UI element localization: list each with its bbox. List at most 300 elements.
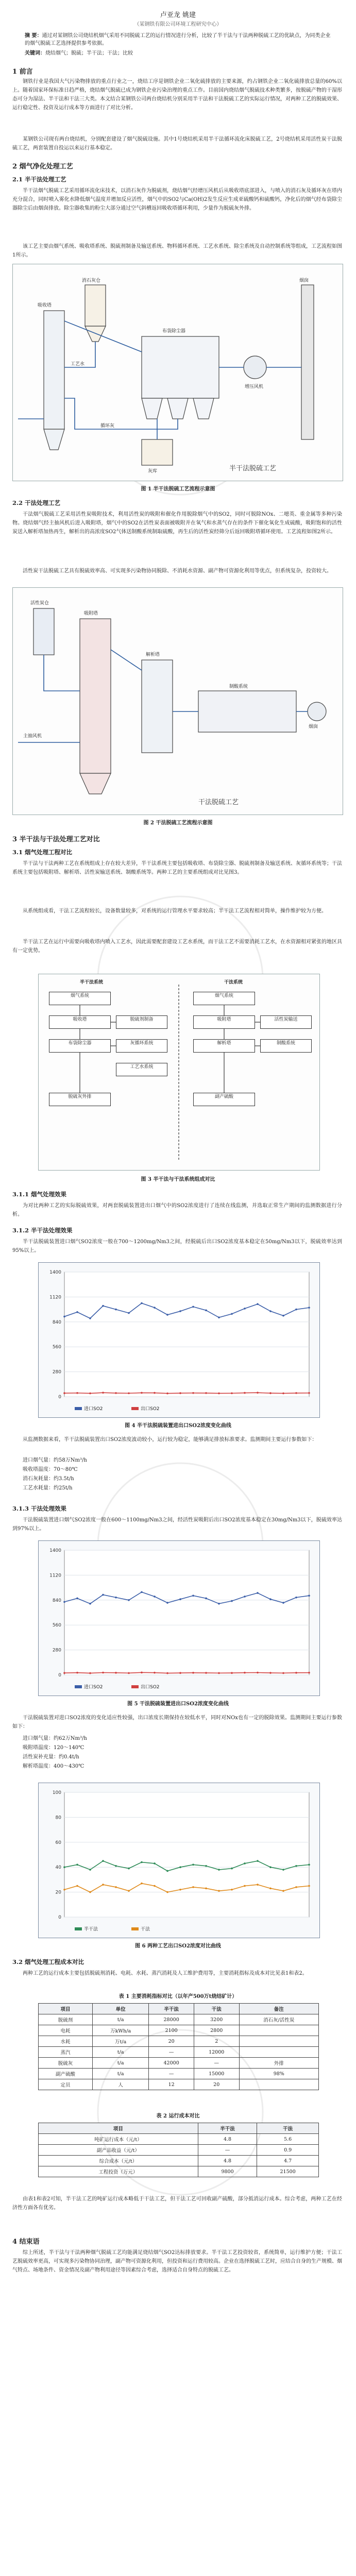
data-point — [115, 1597, 117, 1599]
legend-label: 出口SO2 — [141, 1685, 160, 1690]
fig1-node-bagfilter: 布袋除尘器 — [162, 329, 186, 334]
figure-2-caption: 图 2 干法脱硫工艺流程示意图 — [143, 820, 213, 826]
table-1 — [38, 2003, 319, 2090]
data-point — [141, 1672, 143, 1674]
table-row — [39, 2145, 319, 2156]
data-point — [179, 1672, 181, 1674]
table-cell: 吨矿运行成本（元/t） — [39, 2134, 198, 2145]
data-point — [166, 1870, 168, 1872]
data-point — [244, 1596, 246, 1598]
data-point — [231, 1868, 233, 1870]
table-cell: 4.8 — [198, 2134, 257, 2145]
data-point — [205, 1310, 207, 1312]
paragraph: 半干法工艺在运行中需要向吸收塔内喷入工艺水，因此需要配套建设工艺水系统，而干法工艺不需要消耗工艺水，在水资源相对紧张的地区具有一定优势。 — [12, 939, 342, 954]
fig3-right-node: 制酸系统 — [260, 1039, 312, 1053]
data-point — [231, 1889, 233, 1891]
paragraph: 综上所述，半干法与干法两种烟气脱硫工艺均能满足烧结烟气SO2达标排放要求。半干法工艺投资较省，系统简单，运行维护方便；干法工艺脱硫效率更高，可实现多污染物协同治理，副产物可资源化利用，但投资和运行费用较高。企业在选择脱硫工艺时，应结合自身的生产规模、烟气特点、场地条件、资金情况及副产物利用途径等因素综合考虑，选择适合自身特点的脱硫工艺。 — [12, 2250, 342, 2273]
param-line: 进口烟气量：约58万Nm³/h — [23, 1458, 87, 1463]
data-point — [205, 1672, 207, 1674]
data-point — [244, 1672, 246, 1674]
figure-3-caption: 图 3 半干法与干法系统组成对比 — [141, 1177, 215, 1182]
table-cell: 15000 — [194, 2069, 239, 2079]
table-row — [39, 2166, 319, 2177]
table-row — [39, 2014, 319, 2025]
abstract-text: 通过对某钢铁公司烧结机烟气采用不同脱硫工艺的运行情况进行分析，比较了半干法与干法两种脱硫工艺的优缺点，为同类企业的烟气脱硫工艺选择提供参考依据。 — [25, 33, 331, 46]
data-point — [244, 1392, 246, 1394]
table-cell: 2100 — [149, 2025, 194, 2036]
data-point — [218, 1393, 220, 1395]
data-point — [179, 1392, 181, 1394]
table-header-cell: 干法 — [257, 2123, 319, 2134]
fig3-left-node: 烟气系统 — [49, 992, 111, 1005]
data-point — [192, 1886, 194, 1888]
data-point — [102, 1672, 104, 1674]
paragraph: 干法脱硫装置对进口SO2浓度的变化适应性较强，出口浓度长期保持在较低水平，同时对NOx也有一定的脱除效果。监测期间主要运行参数如下： — [12, 1715, 342, 1730]
paragraph: 由表1和表2可知，半干法工艺的吨矿运行成本略低于干法工艺，但干法工艺可回收副产硫酸，部分抵消运行成本。综合考虑，两种工艺在经济性方面各有优劣。 — [12, 2196, 342, 2211]
legend-label: 出口SO2 — [141, 1406, 160, 1412]
keywords-text: 烧结烟气；脱硫；半干法；干法；比较 — [45, 50, 133, 56]
data-point — [179, 1889, 181, 1891]
data-point — [141, 1591, 143, 1593]
table-cell: 定员 — [39, 2079, 93, 2090]
subsection-heading: 3.2 烟气处理工程成本对比 — [12, 1958, 84, 1965]
data-point — [257, 1303, 259, 1305]
y-tick-label: 80 — [55, 1815, 61, 1821]
data-point — [89, 1672, 91, 1674]
data-point — [282, 1315, 284, 1317]
data-point — [76, 1864, 78, 1866]
fig2-node-adsorber: 吸附塔 — [84, 611, 98, 616]
fig1-diagram — [13, 264, 343, 481]
table-cell: 4.8 — [198, 2156, 257, 2166]
data-point — [257, 1592, 259, 1594]
abstract-label: 摘 要： — [25, 33, 42, 39]
fig2-diagram — [13, 588, 343, 815]
fig3-left-node: 布袋除尘器 — [49, 1039, 111, 1053]
figure-3 — [38, 974, 320, 1171]
data-point — [257, 1884, 259, 1886]
table-cell: 2 — [194, 2036, 239, 2047]
subsection-heading: 3.1.1 烟气处理效果 — [12, 1191, 67, 1198]
data-point — [76, 1885, 78, 1887]
data-point — [282, 1602, 284, 1604]
data-point — [128, 1312, 130, 1314]
y-tick-label: 60 — [55, 1840, 61, 1845]
fig3-right-node: 活性炭输送 — [260, 1015, 312, 1029]
table-cell: 5.6 — [257, 2134, 319, 2145]
paragraph: 从系统组成看，干法工艺流程较长，设备数量较多，对系统的运行管理水平要求较高；半干法工艺流程相对简单，操作维护较为方便。 — [23, 908, 327, 914]
param-line: 解析塔温度：400～430℃ — [23, 1764, 84, 1769]
data-point — [141, 1883, 143, 1885]
table-cell: 28000 — [149, 2014, 194, 2025]
data-point — [154, 1885, 156, 1887]
param-line: 活性炭补充量：约0.4t/h — [23, 1754, 79, 1760]
data-point — [89, 1891, 91, 1893]
table-row — [39, 2156, 319, 2166]
fig1-node-water: 工艺水 — [71, 362, 85, 367]
data-point — [128, 1890, 130, 1892]
table-cell: 水耗 — [39, 2036, 93, 2047]
table-cell: 副产硫酸 — [39, 2069, 93, 2079]
table-cell: t/a — [92, 2058, 148, 2069]
fig1-inner-label: 半干法脱硫工艺 — [229, 465, 277, 472]
table-cell: 消石灰/活性炭 — [239, 2014, 319, 2025]
param-line: 吸附塔温度：120～140℃ — [23, 1745, 84, 1751]
abstract — [25, 32, 332, 47]
fig3-left-node: 灰循环系统 — [116, 1039, 167, 1053]
affiliation: （某钢铁有限公司环境工程研究中心） — [134, 22, 222, 27]
data-point — [295, 1672, 297, 1674]
table-cell: 20 — [149, 2036, 194, 2047]
data-point — [115, 1886, 117, 1888]
fig3-left-node: 吸收塔 — [49, 1015, 111, 1029]
data-point — [295, 1597, 297, 1599]
data-point — [308, 1885, 310, 1887]
fig2-node-acid: 制酸系统 — [229, 684, 248, 689]
data-point — [128, 1672, 130, 1674]
data-point — [244, 1862, 246, 1865]
data-point — [115, 1309, 117, 1311]
data-point — [295, 1886, 297, 1888]
param-line: 工艺水耗量：约25t/h — [23, 1485, 73, 1491]
table-cell: 万t/a — [92, 2036, 148, 2047]
y-tick-label: 1120 — [49, 1573, 61, 1579]
data-point — [166, 1393, 168, 1395]
table-cell: t/a — [92, 2047, 148, 2058]
data-point — [295, 1309, 297, 1311]
fig1-node-fan: 增压风机 — [245, 384, 264, 389]
legend-label: 进口SO2 — [84, 1406, 103, 1412]
table-header-cell: 干法 — [194, 2004, 239, 2014]
data-point — [282, 1890, 284, 1892]
table-header-cell: 项目 — [39, 2004, 93, 2014]
table-cell — [239, 2079, 319, 2090]
data-point — [269, 1392, 272, 1394]
data-point — [154, 1862, 156, 1865]
table-cell: — — [149, 2047, 194, 2058]
fig2-node-stack: 烟囱 — [309, 724, 318, 730]
table-cell: 电耗 — [39, 2025, 93, 2036]
authors: 卢亚龙 姚建 — [160, 11, 196, 19]
data-point — [231, 1600, 233, 1602]
legend-swatch — [75, 1927, 82, 1930]
data-point — [89, 1317, 91, 1319]
figure-2 — [12, 587, 343, 815]
data-point — [166, 1602, 168, 1604]
fig3-left-node: 工艺水系统 — [116, 1063, 167, 1076]
table-cell: 脱硫剂 — [39, 2014, 93, 2025]
data-point — [63, 1889, 65, 1891]
data-point — [179, 1310, 181, 1312]
data-point — [205, 1392, 207, 1394]
data-point — [89, 1603, 91, 1605]
table-cell: 万kWh/a — [92, 2025, 148, 2036]
paragraph: 为对比两种工艺的实际脱硫效果，对两套脱硫装置进出口烟气中的SO2浓度进行了连续在线监测，并选取正常生产期间的监测数据进行分析。 — [12, 1203, 342, 1217]
data-point — [308, 1864, 310, 1866]
table-cell: 9800 — [198, 2166, 257, 2177]
data-point — [128, 1599, 130, 1601]
table-cell: 3200 — [194, 2014, 239, 2025]
fig3-left-node: 脱硫灰外排 — [49, 1093, 111, 1106]
param-line: 进口烟气量：约62万Nm³/h — [23, 1736, 87, 1741]
subsection-heading: 3.1.3 干法处理效果 — [12, 1505, 67, 1512]
data-point — [308, 1672, 310, 1674]
chart-3-svg — [39, 1783, 319, 1938]
data-point — [102, 1392, 104, 1394]
y-tick-label: 840 — [52, 1598, 61, 1603]
param-line: 吸收塔温度：70～80℃ — [23, 1467, 78, 1472]
data-point — [257, 1672, 259, 1674]
figure-5-caption: 图 5 干法脱硫装置进出口SO2浓度变化曲线 — [127, 1701, 229, 1707]
fig3-right-node: 烟气系统 — [193, 992, 255, 1005]
table-1-caption: 表 1 主要消耗指标对比（以年产500万t烧结矿计） — [118, 1994, 238, 1999]
data-point — [282, 1393, 284, 1395]
table-cell: t/a — [92, 2014, 148, 2025]
fig3-left-title: 半干法系统 — [80, 980, 104, 985]
section-heading: 4 结束语 — [12, 2238, 40, 2246]
table-cell: 人 — [92, 2079, 148, 2090]
data-point — [76, 1672, 78, 1674]
param-line: 消石灰耗量：约3.5t/h — [23, 1476, 74, 1482]
legend-swatch — [131, 1685, 139, 1688]
legend-label: 干法 — [141, 1927, 150, 1932]
fig3-right-node: 副产硫酸 — [193, 1093, 255, 1106]
subsection-heading: 2.1 半干法处理工艺 — [12, 176, 66, 183]
table-row — [39, 2047, 319, 2058]
plot-area — [64, 1272, 309, 1397]
legend-swatch — [75, 1407, 82, 1410]
chart-2-svg — [39, 1541, 319, 1696]
legend-swatch — [131, 1927, 139, 1930]
data-point — [115, 1672, 117, 1674]
figure-6-caption: 图 6 两种工艺出口SO2浓度对比曲线 — [135, 1943, 221, 1949]
data-point — [102, 1884, 104, 1886]
table-cell: 21500 — [257, 2166, 319, 2177]
y-tick-label: 0 — [58, 1673, 61, 1678]
data-point — [295, 1865, 297, 1867]
table-header-cell: 半干法 — [149, 2004, 194, 2014]
table-2 — [38, 2123, 319, 2177]
table-cell: 脱硫灰 — [39, 2058, 93, 2069]
data-point — [89, 1869, 91, 1871]
fig1-node-stack: 烟囱 — [299, 278, 309, 283]
table-1-grid — [38, 2003, 319, 2090]
chart-1-svg — [39, 1263, 319, 1417]
data-point — [154, 1392, 156, 1394]
fig3-right-node: 解析塔 — [193, 1039, 255, 1053]
table-header-row — [39, 2004, 319, 2014]
table-cell — [239, 2025, 319, 2036]
data-point — [308, 1392, 310, 1394]
table-header-cell: 项目 — [39, 2123, 198, 2134]
y-tick-label: 840 — [52, 1319, 61, 1325]
data-point — [192, 1392, 194, 1394]
y-tick-label: 20 — [55, 1890, 61, 1895]
table-row — [39, 2058, 319, 2069]
data-point — [102, 1860, 104, 1862]
y-tick-label: 100 — [52, 1790, 61, 1795]
section-heading: 3 半干法与干法处理工艺对比 — [12, 836, 100, 843]
y-tick-label: 280 — [52, 1369, 61, 1375]
table-cell: 12 — [149, 2079, 194, 2090]
data-point — [192, 1306, 194, 1308]
data-point — [269, 1672, 272, 1674]
data-point — [102, 1305, 104, 1307]
table-cell: 副产品收益（元/t） — [39, 2145, 198, 2156]
table-cell: t/a — [92, 2069, 148, 2079]
fig2-node-desorber: 解析塔 — [146, 652, 160, 657]
y-tick-label: 0 — [58, 1395, 61, 1400]
table-cell: 0.9 — [257, 2145, 319, 2156]
paragraph: 该工艺主要由烟气系统、吸收塔系统、脱硫剂制备及输送系统、物料循环系统、工艺水系统、除尘系统及自动控制系统等组成，工艺流程如图1所示。 — [12, 244, 342, 258]
table-cell: 20 — [194, 2079, 239, 2090]
plot-area — [64, 1792, 309, 1917]
plot-area — [64, 1550, 309, 1675]
data-point — [218, 1316, 220, 1318]
table-cell: 4.7 — [257, 2156, 319, 2166]
paragraph: 活性炭干法脱硫工艺具有脱硫效率高、可实现多污染物协同脱除、不消耗水资源、副产物可资源化利用等优点，但系统复杂，投资较大。 — [23, 568, 332, 574]
table-header-cell: 单位 — [92, 2004, 148, 2014]
data-point — [154, 1596, 156, 1598]
data-point — [128, 1392, 130, 1394]
paragraph: 干法烟气脱硫工艺采用活性炭吸附技术，利用活性炭的吸附和催化作用脱除烟气中的SO2，同时可脱除NOx、二噁英、重金属等多种污染物。烧结烟气经主抽风机后进入吸附塔，烟气中的SO2在活性炭表面被吸附并在氧气和水蒸气存在的条件下催化氧化生成硫酸，吸附饱和的活性炭送入解析塔加热再生，解析出的高浓度SO2气体送制酸系统制取硫酸，再生后的活性炭经筛分后返回吸附塔循环使用。工艺流程如图2所示。 — [12, 512, 342, 535]
data-point — [295, 1392, 297, 1394]
data-point — [205, 1598, 207, 1600]
data-point — [63, 1392, 65, 1394]
data-point — [269, 1866, 272, 1868]
data-point — [231, 1392, 233, 1394]
data-point — [269, 1888, 272, 1890]
table-cell — [239, 2036, 319, 2047]
keywords — [25, 48, 332, 56]
table-row — [39, 2036, 319, 2047]
y-tick-label: 280 — [52, 1648, 61, 1653]
fig1-node-ash-silo: 灰库 — [148, 469, 158, 474]
paragraph: 半干法脱硫装置进口烟气SO2浓度一般在700～1200mg/Nm3之间，经脱硫后出口SO2浓度基本稳定在50mg/Nm3以下，脱硫效率达到95%以上。 — [12, 1239, 342, 1253]
data-point — [115, 1392, 117, 1394]
data-point — [257, 1392, 259, 1394]
y-tick-label: 1400 — [49, 1548, 61, 1553]
data-point — [218, 1672, 220, 1674]
data-point — [63, 1672, 65, 1674]
table-2-caption: 表 2 运行成本对比 — [156, 2113, 200, 2119]
data-point — [63, 1601, 65, 1603]
fig2-node-fan: 主抽风机 — [23, 734, 42, 739]
data-point — [192, 1595, 194, 1597]
fig3-right-node: 吸附塔 — [193, 1015, 255, 1029]
paragraph: 干法脱硫装置进口烟气SO2浓度一般在600～1100mg/Nm3之间，经活性炭吸附后出口SO2浓度基本稳定在30mg/Nm3以下，脱硫效率达到97%以上。 — [12, 1517, 342, 1532]
data-point — [76, 1392, 78, 1394]
chart-2 — [38, 1540, 320, 1696]
fig1-node-lime-silo: 消石灰仓 — [82, 278, 101, 283]
data-point — [218, 1603, 220, 1605]
table-cell: 蒸汽 — [39, 2047, 93, 2058]
chart-3 — [38, 1783, 320, 1938]
data-point — [166, 1891, 168, 1893]
data-point — [231, 1313, 233, 1315]
table-header-row — [39, 2123, 319, 2134]
data-point — [282, 1869, 284, 1871]
paragraph: 钢铁行业是我国大气污染物排放的重点行业之一，烧结工序是钢铁企业二氧化硫排放的主要来源，约占钢铁企业二氧化硫排放总量的60%以上。随着国家环保标准日趋严格，烧结烟气脱硫已成为钢铁企业污染治理的重点工作。目前国内烧结烟气脱硫技术种类繁多，按脱硫产物的干湿形态可分为湿法、半干法和干法三大类。本文结合某钢铁公司两台烧结机分别采用半干法和干法脱硫工艺的实际运行情况，对两种工艺的脱硫效果、运行稳定性、投资及运行成本等方面进行了对比分析。 — [12, 79, 342, 111]
figure-1-caption: 图 1 半干法脱硫工艺流程示意图 — [141, 486, 215, 492]
paragraph: 从监测数据来看，半干法脱硫装置出口SO2浓度波动较小，运行较为稳定，能够满足排放标准要求。监测期间主要运行参数如下： — [23, 1437, 317, 1443]
data-point — [244, 1308, 246, 1310]
legend-swatch — [131, 1407, 139, 1410]
data-point — [192, 1864, 194, 1866]
data-point — [102, 1594, 104, 1596]
table-cell: 综合成本（元/t） — [39, 2156, 198, 2166]
data-point — [115, 1865, 117, 1867]
data-point — [141, 1302, 143, 1304]
data-point — [308, 1307, 310, 1309]
data-point — [63, 1316, 65, 1318]
data-point — [257, 1860, 259, 1862]
data-point — [231, 1672, 233, 1674]
y-tick-label: 1400 — [49, 1270, 61, 1275]
table-row — [39, 2134, 319, 2145]
data-point — [166, 1314, 168, 1316]
data-point — [63, 1866, 65, 1868]
y-tick-label: 560 — [52, 1345, 61, 1350]
table-cell: 2800 — [194, 2025, 239, 2036]
table-header-cell: 半干法 — [198, 2123, 257, 2134]
figure-1 — [12, 264, 343, 481]
legend-swatch — [75, 1685, 82, 1688]
fig1-node-absorber: 吸收塔 — [38, 303, 52, 308]
data-point — [128, 1868, 130, 1870]
data-point — [244, 1885, 246, 1887]
table-cell: 外排 — [239, 2058, 319, 2069]
data-point — [141, 1861, 143, 1863]
data-point — [192, 1672, 194, 1674]
table-cell: — — [149, 2069, 194, 2079]
table-cell: 12000 — [194, 2047, 239, 2058]
table-cell — [239, 2047, 319, 2058]
paragraph: 半干法烟气脱硫工艺采用循环流化床技术，以消石灰作为脱硫剂，烧结烟气经增压风机后从吸收塔底部进入，与喷入的消石灰及循环灰在塔内充分混合，同时喷入雾化水降低烟气温度并增加反应活性，烟气中的SO2与Ca(OH)2发生反应生成亚硫酸钙和硫酸钙，净化后的烟气经布袋除尘器除尘后由烟囱排放。除尘器收集的粉尘大部分通过空气斜槽返回吸收塔循环利用，少量作为脱硫灰外排。 — [12, 188, 342, 211]
series-line — [64, 1672, 309, 1673]
data-point — [141, 1392, 143, 1394]
data-point — [179, 1598, 181, 1600]
data-point — [166, 1672, 168, 1674]
data-point — [269, 1598, 272, 1600]
paragraph: 两种工艺的运行成本主要包括脱硫剂消耗、电耗、水耗、蒸汽消耗及人工维护费用等，主要消耗指标及成本对比见表1和表2。 — [23, 1971, 308, 1976]
table-cell: 工程投资（万元） — [39, 2166, 198, 2177]
subsection-heading: 3.1 烟气处理工程对比 — [12, 849, 73, 856]
table-cell: 42000 — [149, 2058, 194, 2069]
data-point — [218, 1869, 220, 1871]
y-tick-label: 560 — [52, 1623, 61, 1629]
data-point — [282, 1672, 284, 1674]
table-cell: — — [198, 2145, 257, 2156]
keywords-label: 关键词： — [25, 50, 45, 56]
data-point — [205, 1888, 207, 1890]
table-cell: — — [194, 2058, 239, 2069]
fig2-inner-label: 干法脱硫工艺 — [198, 799, 239, 806]
table-row — [39, 2025, 319, 2036]
data-point — [154, 1672, 156, 1674]
data-point — [269, 1310, 272, 1312]
y-tick-label: 1120 — [49, 1295, 61, 1300]
data-point — [76, 1311, 78, 1313]
data-point — [308, 1595, 310, 1597]
table-row — [39, 2069, 319, 2079]
fig1-node-recycle: 循环灰 — [100, 423, 115, 429]
subsection-heading: 3.1.2 半干法处理效果 — [12, 1227, 73, 1234]
legend-label: 半干法 — [84, 1927, 98, 1932]
table-header-cell: 备注 — [239, 2004, 319, 2014]
table-cell: 98% — [239, 2069, 319, 2079]
legend-label: 进口SO2 — [84, 1685, 103, 1690]
